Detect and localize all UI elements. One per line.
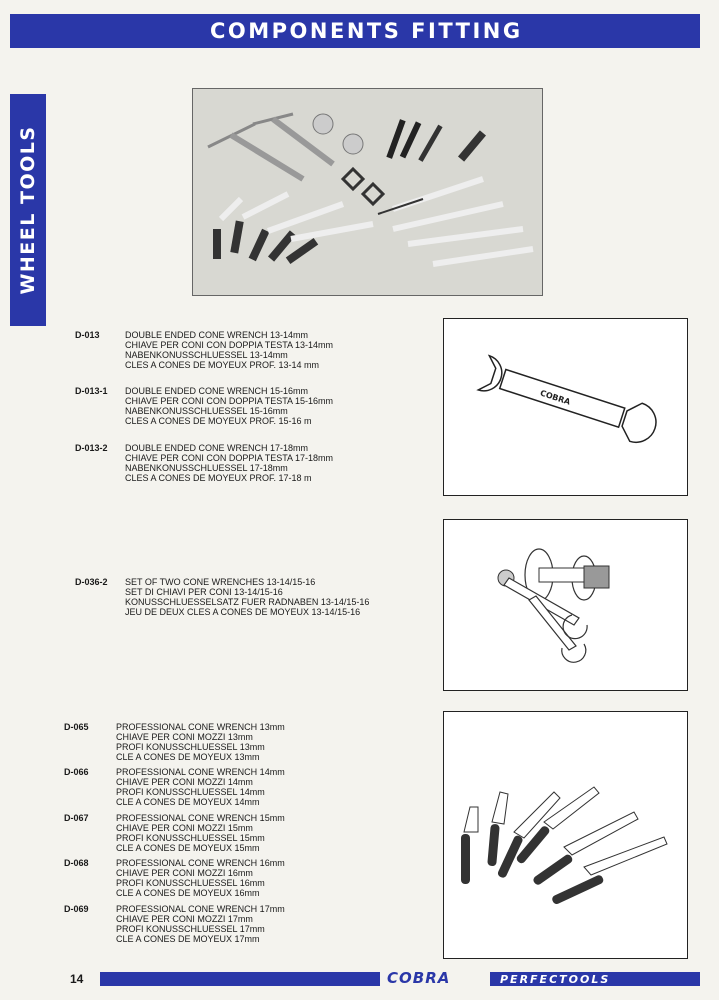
hub-cone-wrenches-illustration bbox=[444, 520, 687, 690]
product-code: D-036-2 bbox=[75, 577, 108, 587]
desc-line: CHIAVE PER CONI MOZZI 14mm bbox=[116, 777, 253, 787]
product-code: D-013-1 bbox=[75, 386, 108, 396]
desc-line: CHIAVE PER CONI CON DOPPIA TESTA 15-16mm bbox=[125, 396, 334, 406]
desc-line: JEU DE DEUX CLES A CONES DE MOYEUX 13-14/15-16 bbox=[125, 607, 361, 617]
wrench-image-frame bbox=[443, 318, 688, 496]
double-cone-wrench-illustration bbox=[444, 319, 687, 495]
desc-line: SET DI CHIAVI PER CONI 13-14/15-16 bbox=[125, 587, 283, 597]
desc-line: SET OF TWO CONE WRENCHES 13-14/15-16 bbox=[125, 577, 316, 587]
desc-line: PROFESSIONAL CONE WRENCH 15mm bbox=[116, 813, 285, 823]
desc-line: PROFI KONUSSCHLUESSEL 13mm bbox=[116, 742, 265, 752]
product-photo bbox=[192, 88, 543, 296]
product-code: D-067 bbox=[64, 813, 89, 823]
side-tab-label: WHEEL TOOLS bbox=[17, 125, 39, 295]
cone-wrench-set-image-frame bbox=[443, 711, 688, 959]
desc-line: CHIAVE PER CONI CON DOPPIA TESTA 13-14mm bbox=[125, 340, 334, 350]
desc-line: CHIAVE PER CONI MOZZI 15mm bbox=[116, 823, 253, 833]
desc-line: NABENKONUSSCHLUESSEL 15-16mm bbox=[125, 406, 288, 416]
desc-line: PROFESSIONAL CONE WRENCH 14mm bbox=[116, 767, 285, 777]
desc-line: DOUBLE ENDED CONE WRENCH 15-16mm bbox=[125, 386, 309, 396]
desc-line: NABENKONUSSCHLUESSEL 17-18mm bbox=[125, 463, 288, 473]
product-code: D-068 bbox=[64, 858, 89, 868]
desc-line: PROFI KONUSSCHLUESSEL 16mm bbox=[116, 878, 265, 888]
product-entry bbox=[64, 767, 424, 811]
desc-line: PROFESSIONAL CONE WRENCH 17mm bbox=[116, 904, 285, 914]
tools-collage-illustration bbox=[193, 89, 542, 295]
page-title: COMPONENTS FITTING bbox=[210, 19, 523, 43]
desc-line: DOUBLE ENDED CONE WRENCH 13-14mm bbox=[125, 330, 309, 340]
desc-line: CHIAVE PER CONI CON DOPPIA TESTA 17-18mm bbox=[125, 453, 334, 463]
product-entry bbox=[75, 577, 435, 617]
desc-line: PROFESSIONAL CONE WRENCH 13mm bbox=[116, 722, 285, 732]
product-entry bbox=[75, 386, 415, 426]
product-code: D-066 bbox=[64, 767, 89, 777]
desc-line: KONUSSCHLUESSELSATZ FUER RADNABEN 13-14/15-16 bbox=[125, 597, 370, 607]
brand-logo: COBRA bbox=[387, 969, 451, 987]
page-number: 14 bbox=[70, 972, 84, 986]
desc-line: CHIAVE PER CONI MOZZI 16mm bbox=[116, 868, 253, 878]
desc-line: PROFI KONUSSCHLUESSEL 15mm bbox=[116, 833, 265, 843]
desc-line: PROFI KONUSSCHLUESSEL 14mm bbox=[116, 787, 265, 797]
desc-line: CLE A CONES DE MOYEUX 13mm bbox=[116, 752, 260, 762]
desc-line: CLE A CONES DE MOYEUX 14mm bbox=[116, 797, 260, 807]
product-entry bbox=[64, 813, 424, 857]
product-entry bbox=[75, 330, 415, 370]
wrench-brand-label: COBRA bbox=[538, 388, 572, 407]
product-code: D-069 bbox=[64, 904, 89, 914]
desc-line: CLES A CONES DE MOYEUX PROF. 13-14 mm bbox=[125, 360, 320, 370]
footer-bar bbox=[100, 972, 380, 986]
product-entry bbox=[75, 443, 415, 483]
desc-line: CLES A CONES DE MOYEUX PROF. 17-18 m bbox=[125, 473, 312, 483]
product-entry bbox=[64, 904, 424, 948]
product-entry bbox=[64, 858, 424, 902]
desc-line: CLE A CONES DE MOYEUX 15mm bbox=[116, 843, 260, 853]
desc-line: CLE A CONES DE MOYEUX 16mm bbox=[116, 888, 260, 898]
professional-cone-wrenches-illustration bbox=[444, 712, 687, 958]
hub-image-frame bbox=[443, 519, 688, 691]
desc-line: DOUBLE ENDED CONE WRENCH 17-18mm bbox=[125, 443, 309, 453]
desc-line: CLES A CONES DE MOYEUX PROF. 15-16 m bbox=[125, 416, 312, 426]
desc-line: CHIAVE PER CONI MOZZI 13mm bbox=[116, 732, 253, 742]
desc-line: CHIAVE PER CONI MOZZI 17mm bbox=[116, 914, 253, 924]
product-entry bbox=[64, 722, 424, 766]
product-code: D-065 bbox=[64, 722, 89, 732]
desc-line: NABENKONUSSCHLUESSEL 13-14mm bbox=[125, 350, 288, 360]
product-code: D-013 bbox=[75, 330, 100, 340]
product-code: D-013-2 bbox=[75, 443, 108, 453]
desc-line: PROFI KONUSSCHLUESSEL 17mm bbox=[116, 924, 265, 934]
desc-line: CLE A CONES DE MOYEUX 17mm bbox=[116, 934, 260, 944]
brand-tagline: PERFECTOOLS bbox=[500, 973, 611, 986]
desc-line: PROFESSIONAL CONE WRENCH 16mm bbox=[116, 858, 285, 868]
